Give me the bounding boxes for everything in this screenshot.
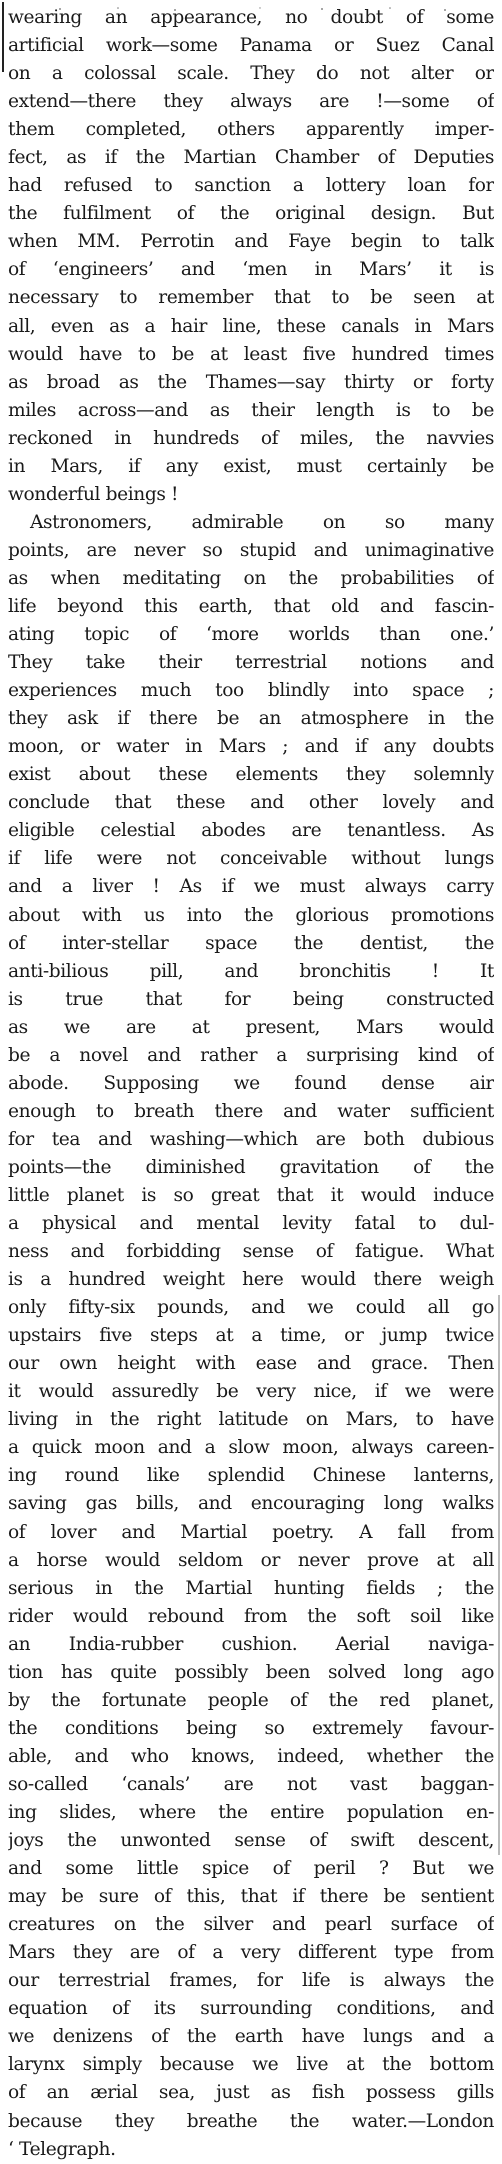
text-line: abode. Supposing we found dense air — [8, 1072, 494, 1094]
text-line: them completed, others apparently imper- — [8, 119, 494, 141]
text-line: if life were not conceivable without lungs — [8, 848, 494, 870]
text-line: of lover and Martial poetry. A fall from — [8, 1521, 494, 1543]
text-line: of inter-stellar space the dentist, the — [8, 932, 494, 954]
text-line: is true that for being constructed — [8, 988, 494, 1010]
text-line: so-called ‘canals’ are not vast baggan- — [8, 1773, 494, 1795]
text-line: on a colossal scale. They do not alter or — [8, 63, 494, 85]
text-line: a physical and mental levity fatal to dul- — [8, 1213, 494, 1235]
text-line: the fulfilment of the original design. But — [8, 203, 494, 225]
text-line: wearing an appearance, no doubt of some — [8, 7, 494, 28]
paragraph-astronomers — [8, 509, 494, 2164]
text-line: ating topic of ‘more worlds than one.’ — [8, 624, 494, 646]
text-line: the conditions being so extremely favour- — [8, 1717, 494, 1739]
paragraph-canals — [8, 4, 494, 509]
text-line: an India-rubber cushion. Aerial naviga- — [8, 1633, 494, 1655]
text-line: as we are at present, Mars would — [8, 1016, 494, 1038]
text-line: tion has quite possibly been solved long ago — [8, 1661, 494, 1683]
text-line: miles across—and as their length is to be — [8, 399, 494, 421]
text-line: eligible celestial abodes are tenantless. As — [8, 820, 494, 842]
text-line: Mars they are of a very different type from — [8, 1942, 494, 1964]
text-line: for tea and washing—which are both dubious — [8, 1128, 494, 1150]
text-line: as when meditating on the probabilities of — [8, 567, 494, 589]
text-line: our own height with ease and grace. Then — [8, 1353, 494, 1375]
text-line: our terrestrial frames, for life is always the — [8, 1970, 494, 1992]
text-line: and some little spice of peril ? But we — [8, 1858, 494, 1880]
text-line: ness and forbidding sense of fatigue. What — [8, 1241, 494, 1263]
text-line: is a hundred weight here would there weigh — [8, 1269, 494, 1291]
column-rule-right — [498, 1295, 500, 1855]
text-line: serious in the Martial hunting fields ; the — [8, 1577, 494, 1599]
text-line: had refused to sanction a lottery loan for — [8, 175, 494, 197]
text-line: enough to breath there and water sufficient — [8, 1100, 494, 1122]
text-line: little planet is so great that it would induce — [8, 1184, 494, 1206]
text-line: and a liver ! As if we must always carry — [8, 876, 494, 898]
text-line: as broad as the Thames—say thirty or forty — [8, 371, 494, 393]
column-rule-left — [2, 2, 4, 72]
text-line: necessary to remember that to be seen at — [8, 287, 494, 309]
text-line: anti-bilious pill, and bronchitis ! It — [8, 960, 494, 982]
text-line: Astronomers, admirable on so many — [30, 511, 494, 533]
text-line: only fifty-six pounds, and we could all go — [8, 1297, 494, 1319]
text-line: be a novel and rather a surprising kind of — [8, 1044, 494, 1066]
text-line: joys the unwonted sense of swift descent, — [8, 1830, 494, 1852]
text-line: living in the right latitude on Mars, to have — [8, 1409, 494, 1431]
text-line: conclude that these and other lovely and — [8, 792, 494, 814]
text-line: because they breathe the water.—London — [8, 2110, 494, 2132]
text-line: exist about these elements they solemnly — [8, 764, 494, 786]
text-line: we denizens of the earth have lungs and a — [8, 2026, 494, 2048]
text-line: saving gas bills, and encouraging long walks — [8, 1493, 494, 1515]
text-line: about with us into the glorious promotions — [8, 904, 494, 926]
text-line: ing slides, where the entire population en- — [8, 1802, 494, 1823]
text-line: able, and who knows, indeed, whether the — [8, 1745, 494, 1767]
text-line: points, are never so stupid and unimaginative — [8, 539, 494, 561]
text-line: experiences much too blindly into space ; — [8, 680, 494, 702]
text-line: ‘ Telegraph. — [8, 2138, 116, 2160]
text-line: of an ærial sea, just as fish possess gills — [8, 2082, 494, 2104]
text-line: extend—there they always are !—some of — [8, 91, 494, 113]
text-line: They take their terrestrial notions and — [8, 652, 494, 674]
text-line: by the fortunate people of the red planet, — [8, 1689, 494, 1711]
text-line: they ask if there be an atmosphere in the — [8, 708, 494, 730]
text-line: all, even as a hair line, these canals in Mars — [8, 315, 494, 337]
text-line: upstairs five steps at a time, or jump twice — [8, 1325, 494, 1347]
article-column — [8, 4, 494, 2164]
text-line: when MM. Perrotin and Faye begin to talk — [8, 231, 494, 253]
text-line: creatures on the silver and pearl surface of — [8, 1914, 494, 1936]
text-line: rider would rebound from the soft soil like — [8, 1605, 494, 1627]
text-line: would have to be at least five hundred times — [8, 343, 494, 365]
text-line: ing round like splendid Chinese lanterns, — [8, 1465, 494, 1487]
text-line: points—the diminished gravitation of the — [8, 1156, 494, 1178]
text-line: artificial work—some Panama or Suez Canal — [8, 35, 494, 57]
text-line: fect, as if the Martian Chamber of Deputies — [8, 147, 494, 169]
text-line: equation of its surrounding conditions, and — [8, 1998, 494, 2020]
text-line: larynx simply because we live at the bottom — [8, 2054, 494, 2076]
text-line: wonderful beings ! — [8, 483, 179, 505]
text-line: of ‘engineers’ and ‘men in Mars’ it is — [8, 259, 494, 281]
text-line: a quick moon and a slow moon, always careen- — [8, 1437, 494, 1459]
text-line: it would assuredly be very nice, if we were — [8, 1381, 494, 1403]
text-line: may be sure of this, that if there be sentient — [8, 1886, 494, 1908]
text-line: moon, or water in Mars ; and if any doubts — [8, 736, 494, 758]
text-line: life beyond this earth, that old and fascin- — [8, 595, 494, 617]
text-line: in Mars, if any exist, must certainly be — [8, 455, 494, 477]
text-line: reckoned in hundreds of miles, the navvies — [8, 427, 494, 449]
text-line: a horse would seldom or never prove at all — [8, 1549, 494, 1571]
